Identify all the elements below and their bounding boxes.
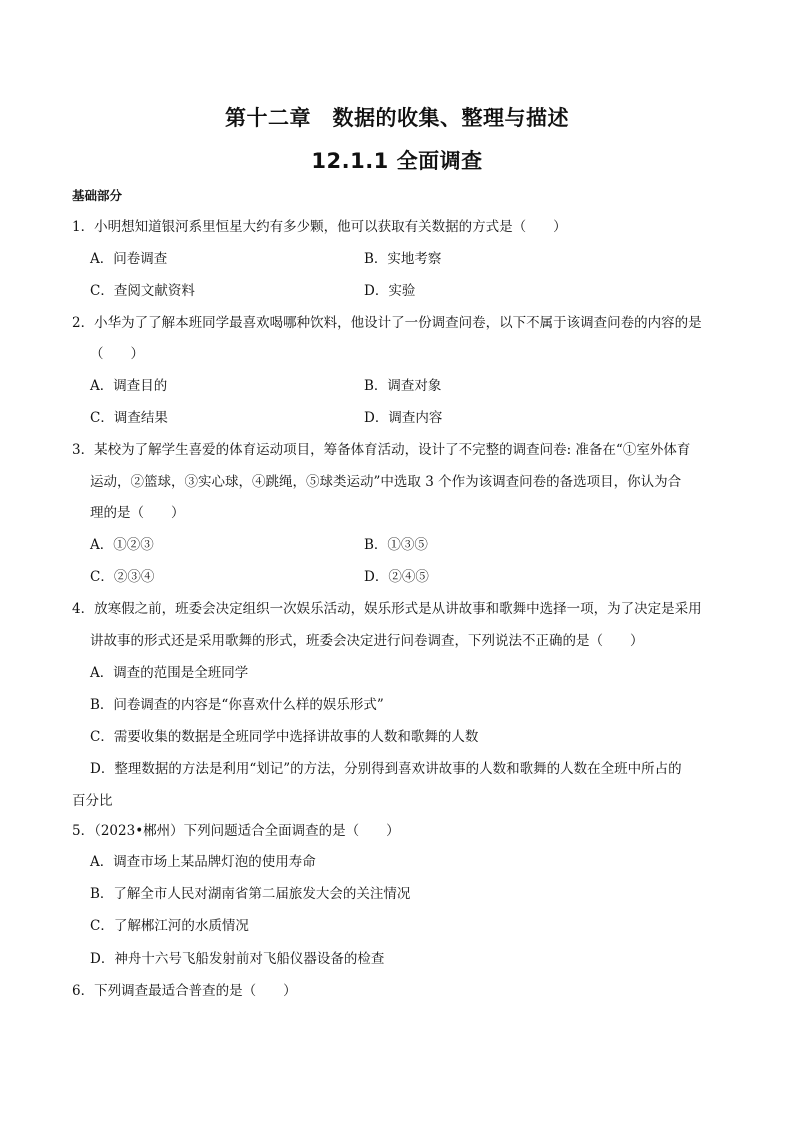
question-5-option-b: B．了解全市人民对湖南省第二届旅发大会的关注情况 <box>90 886 411 902</box>
question-3-option-c: C．②③④ <box>90 569 155 585</box>
section-title: 12.1.1 全面调查 <box>311 149 483 173</box>
question-1-option-d: D．实验 <box>364 283 416 299</box>
question-2-option-d: D．调查内容 <box>364 410 443 426</box>
question-1-option-c: C．查阅文献资料 <box>90 283 195 299</box>
question-5-option-a: A．调查市场上某品牌灯泡的使用寿命 <box>90 854 316 870</box>
question-3-stem: 3．某校为了解学生喜爱的体育运动项目，筹备体育活动，设计了不完整的调查问卷: 准备在“①室外体育 <box>72 442 691 458</box>
question-3-option-b: B．①③⑤ <box>364 537 428 553</box>
question-2-stem: 2．小华为了了解本班同学最喜欢喝哪种饮料，他设计了一份调查问卷，以下不属于该调查问卷的内容的是 <box>72 315 702 331</box>
question-1-stem: 1．小明想知道银河系里恒星大约有多少颗，他可以获取有关数据的方式是（ ） <box>72 219 567 235</box>
question-4-stem: 4．放寒假之前，班委会决定组织一次娱乐活动，娱乐形式是从讲故事和歌舞中选择一项，为了决定是采用 <box>72 601 702 617</box>
question-4-option-b: B．问卷调查的内容是“你喜欢什么样的娱乐形式” <box>90 697 384 713</box>
question-1-option-a: A．问卷调查 <box>90 251 168 267</box>
question-3-stem-cont-1: 运动，②篮球，③实心球，④跳绳，⑤球类运动”中选取 3 个作为该调查问卷的备选项目，你认为合 <box>90 474 682 490</box>
question-4-option-a: A．调查的范围是全班同学 <box>90 665 249 681</box>
question-5-stem: 5．（2023•郴州）下列问题适合全面调查的是（ ） <box>72 823 400 839</box>
question-4-stem-cont: 讲故事的形式还是采用歌舞的形式，班委会决定进行问卷调查，下列说法不正确的是（ ） <box>90 633 644 649</box>
question-4-option-d: D．整理数据的方法是利用“划记”的方法，分别得到喜欢讲故事的人数和歌舞的人数在全班中所占的 <box>90 761 682 777</box>
question-6-stem: 6．下列调查最适合普查的是（ ） <box>72 983 297 999</box>
question-2-stem-cont: （ ） <box>90 346 144 362</box>
question-2-option-a: A．调查目的 <box>90 378 168 394</box>
question-4-option-c: C．需要收集的数据是全班同学中选择讲故事的人数和歌舞的人数 <box>90 729 479 745</box>
question-2-option-c: C．调查结果 <box>90 410 168 426</box>
question-5-option-d: D．神舟十六号飞船发射前对飞船仪器设备的检查 <box>90 951 385 967</box>
chapter-title: 第十二章 数据的收集、整理与描述 <box>225 106 569 130</box>
section-label: 基础部分 <box>72 188 123 203</box>
question-3-option-a: A．①②③ <box>90 537 154 553</box>
question-5-option-c: C．了解郴江河的水质情况 <box>90 918 249 934</box>
question-2-option-b: B．调查对象 <box>364 378 442 394</box>
question-3-option-d: D．②④⑤ <box>364 569 429 585</box>
question-3-stem-cont-2: 理的是（ ） <box>90 505 185 521</box>
question-4-option-d-cont: 百分比 <box>72 793 113 809</box>
question-1-option-b: B．实地考察 <box>364 251 442 267</box>
